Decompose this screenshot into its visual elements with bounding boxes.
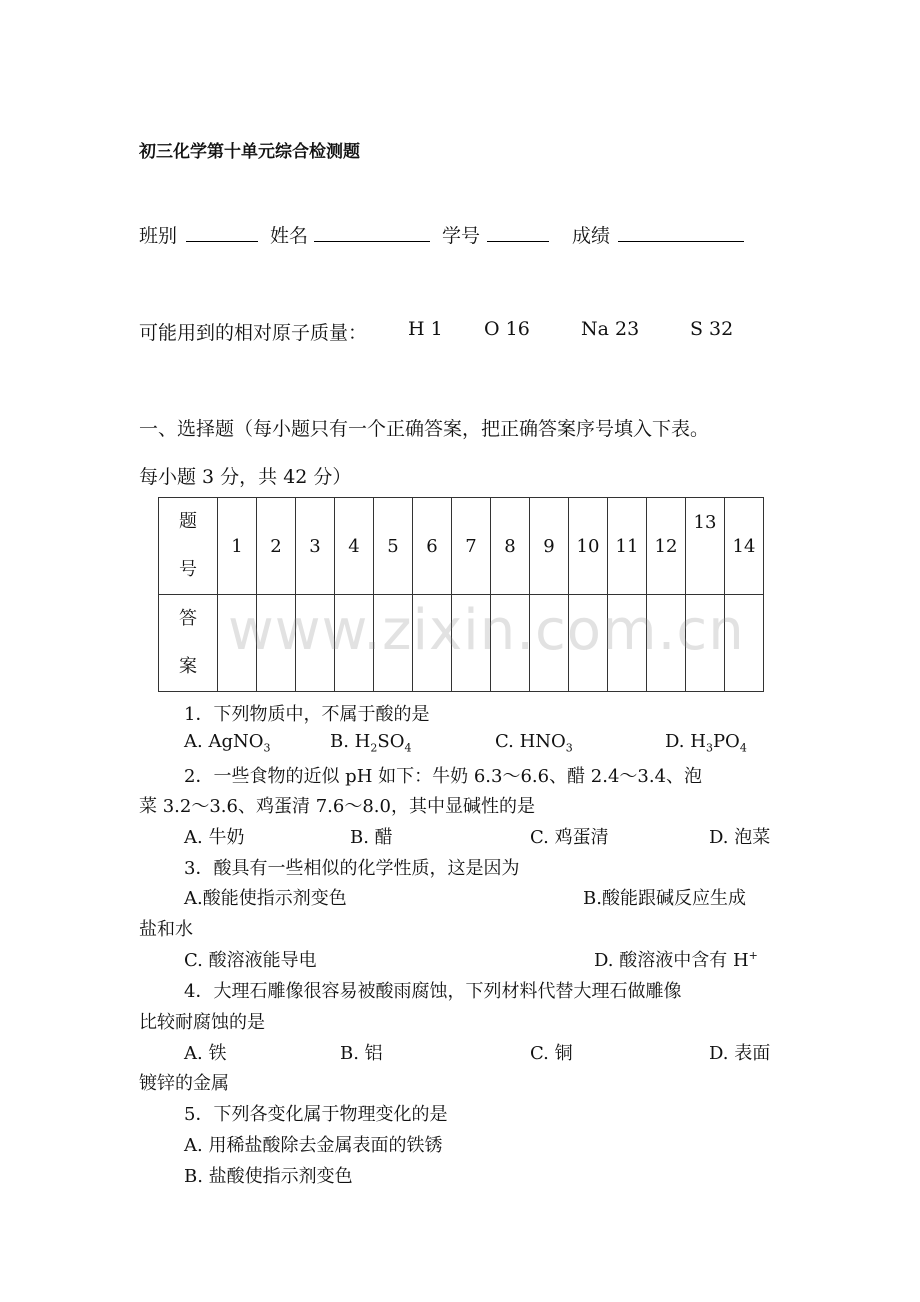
q3-stem: 3．酸具有一些相似的化学性质，这是因为 [184,858,520,879]
answer-label-cell [159,595,218,692]
id-label: 学号 [442,225,481,247]
q4-option-c: C. 铜 [530,1043,573,1064]
watermark: www.zixin.com.cn [228,598,745,663]
question-number: 13 [686,498,725,595]
question-number: 14 [725,498,764,595]
page-title: 初三化学第十单元综合检测题 [139,142,360,162]
question-number: 4 [335,498,374,595]
q4-option-a: A. 铁 [184,1043,227,1064]
answer-label-2: 案 [179,656,197,677]
section1-heading-cont: 每小题 3 分，共 42 分） [139,466,352,488]
score-blank[interactable] [618,221,744,242]
question-number: 5 [374,498,413,595]
question-number: 9 [530,498,569,595]
section1-heading: 一、选择题（每小题只有一个正确答案，把正确答案序号填入下表。 [139,418,710,440]
score-label: 成绩 [572,225,611,247]
q1-stem: 1．下列物质中，不属于酸的是 [184,704,430,725]
q4-option-d: D. 表面 [709,1043,771,1064]
q3-option-c: C. 酸溶液能导电 [184,950,317,971]
atomic-mass-na: Na 23 [581,318,640,340]
q1-option-b: B. $H_2SO_4$ [330,731,412,755]
id-blank[interactable] [487,221,549,242]
q3-option-a: A.酸能使指示剂变色 [184,888,347,909]
answer-label-1: 答 [179,608,197,629]
q2-option-d: D. 泡菜 [709,827,771,848]
name-label: 姓名 [270,225,309,247]
atomic-mass-s: S 32 [690,318,734,340]
q4-stem: 4．大理石雕像很容易被酸雨腐蚀，下列材料代替大理石做雕像 [184,981,682,1002]
question-number: 1 [218,498,257,595]
q5-stem: 5．下列各变化属于物理变化的是 [184,1104,448,1125]
question-number: 12 [647,498,686,595]
q3-option-b: B.酸能跟碱反应生成 [583,888,746,909]
q3-option-b-cont: 盐和水 [139,919,193,940]
q2-option-a: A. 牛奶 [184,827,245,848]
header-label-1: 题 [179,511,197,532]
question-number: 3 [296,498,335,595]
question-number: 8 [491,498,530,595]
q3-option-d: D. 酸溶液中含有 H+ [594,949,758,971]
header-label-2: 号 [179,559,197,580]
question-number: 2 [257,498,296,595]
atomic-mass-h: H 1 [408,318,443,340]
q4-option-b: B. 铝 [340,1043,383,1064]
atomic-mass-label: 可能用到的相对原子质量： [139,322,368,344]
class-label: 班别 [139,225,178,247]
q2-stem: 2．一些食物的近似 pH 如下：牛奶 6.3～6.6、醋 2.4～3.4、泡 [184,766,703,787]
class-blank[interactable] [186,221,258,242]
header-label-cell [159,498,218,595]
q1-option-c: C. $HNO_3$ [495,731,573,755]
q1-option-a: A. AgNO$_3$ [184,731,271,755]
question-number: 7 [452,498,491,595]
q2-stem-cont: 菜 3.2～3.6、鸡蛋清 7.6～8.0，其中显碱性的是 [139,796,535,817]
q2-option-c: C. 鸡蛋清 [530,827,609,848]
q5-option-b: B. 盐酸使指示剂变色 [184,1166,353,1187]
question-number: 11 [608,498,647,595]
question-number: 10 [569,498,608,595]
q2-option-b: B. 醋 [350,827,393,848]
q5-option-a: A. 用稀盐酸除去金属表面的铁锈 [184,1135,443,1156]
q1-option-d: D. $H_3PO_4$ [665,731,747,755]
atomic-mass-o: O 16 [484,318,530,340]
name-blank[interactable] [314,221,430,242]
q4-stem-cont: 比较耐腐蚀的是 [139,1012,265,1033]
question-number: 6 [413,498,452,595]
q4-option-d-cont: 镀锌的金属 [139,1073,229,1094]
